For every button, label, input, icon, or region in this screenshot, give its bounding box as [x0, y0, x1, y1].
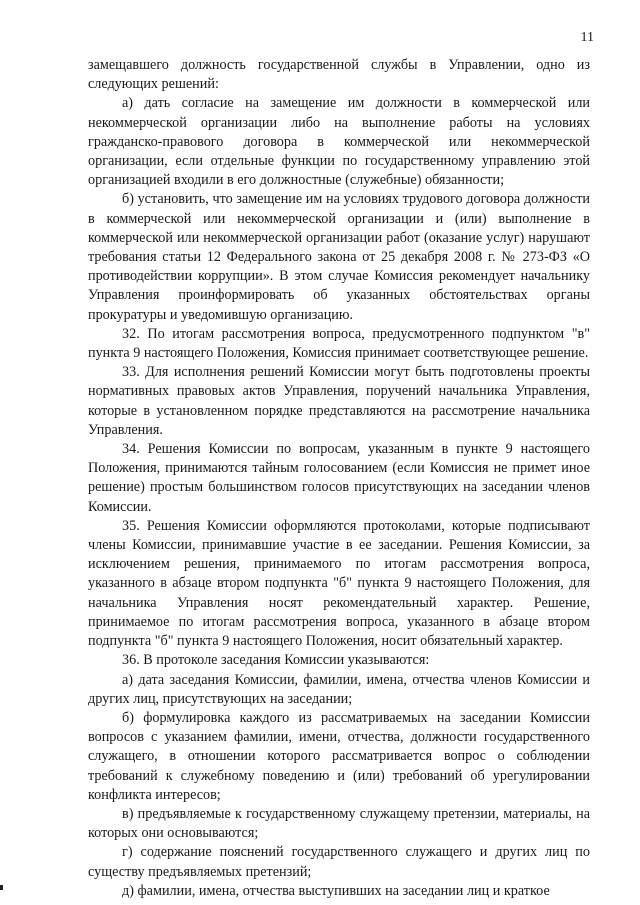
paragraph: б) установить, что замещение им на условиях трудового договора должности в коммерческой или некоммерческой организации и (или) выполнение в коммерческой или некоммерческой организации работ (оказание услуг) нарушают требования статьи 12 Федерального закона от 25 декабря 2008 г. № 273-ФЗ «О противодействии коррупции». В этом случае Комиссия рекомендует начальнику Управления проинформировать об указанных обстоятельствах органы прокуратуры и уведомившую организацию.: [88, 191, 590, 323]
scan-artifact: [0, 885, 3, 890]
paragraph: замещавшего должность государственной службы в Управлении, одно из следующих решений:: [88, 57, 590, 93]
paragraph: 34. Решения Комиссии по вопросам, указанным в пункте 9 настоящего Положения, принимаются тайным голосованием (если Комиссия не примет иное решение) простым большинством голосов присутствующих на заседании членов Комиссии.: [88, 441, 590, 515]
paragraph: 36. В протоколе заседания Комиссии указываются:: [122, 652, 430, 669]
paragraph: в) предъявляемые к государственному служащему претензии, материалы, на которых они основываются;: [88, 805, 590, 842]
paragraph: 33. Для исполнения решений Комиссии могут быть подготовлены проекты нормативных правовых актов Управления, поручений начальника Управления, которые в установленном порядке представляются на рассмотрение начальника Управления.: [88, 364, 590, 438]
paragraph: а) дать согласие на замещение им должности в коммерческой или некоммерческой организации либо на выполнение работы на условиях гражданско-правового договора в коммерческой или некоммерческой организации, если отдельные функции по государственному управлению этой организацией входили в его должностные (служебные) обязанности;: [88, 95, 590, 189]
paragraph: 35. Решения Комиссии оформляются протоколами, которые подписывают члены Комиссии, принимавшие участие в ее заседании. Решения Комиссии, за исключением решения, принимаемого по итогам рассмотрения вопроса, указанного в абзаце втором подпункта "б" пункта 9 настоящего Положения, для начальника Управления носят рекомендательный характер. Решение, принимаемое по итогам рассмотрения вопроса, указанного в абзаце втором подпункта "б" пункта 9 настоящего Положения, носит обязательный характер.: [88, 517, 590, 650]
paragraph: б) формулировка каждого из рассматриваемых на заседании Комиссии вопросов с указанием фамилии, имени, отчества, должности государственного служащего, в отношении которого рассматривается вопрос о соблюдении требований к служебному поведению и (или) требований об урегулировании конфликта интересов;: [88, 709, 590, 803]
paragraph: а) дата заседания Комиссии, фамилии, имена, отчества членов Комиссии и других лиц, присутствующих на заседании;: [88, 671, 590, 707]
paragraph: г) содержание пояснений государственного служащего и других лиц по существу предъявляемых претензий;: [88, 844, 590, 880]
document-body: [88, 56, 590, 901]
page-number: 11: [580, 30, 594, 45]
paragraph: д) фамилии, имена, отчества выступивших на заседании лиц и краткое: [122, 882, 550, 899]
paragraph: 32. По итогам рассмотрения вопроса, предусмотренного подпунктом "в" пункта 9 настоящего Положения, Комиссия принимает соответствующее решение.: [88, 325, 590, 362]
